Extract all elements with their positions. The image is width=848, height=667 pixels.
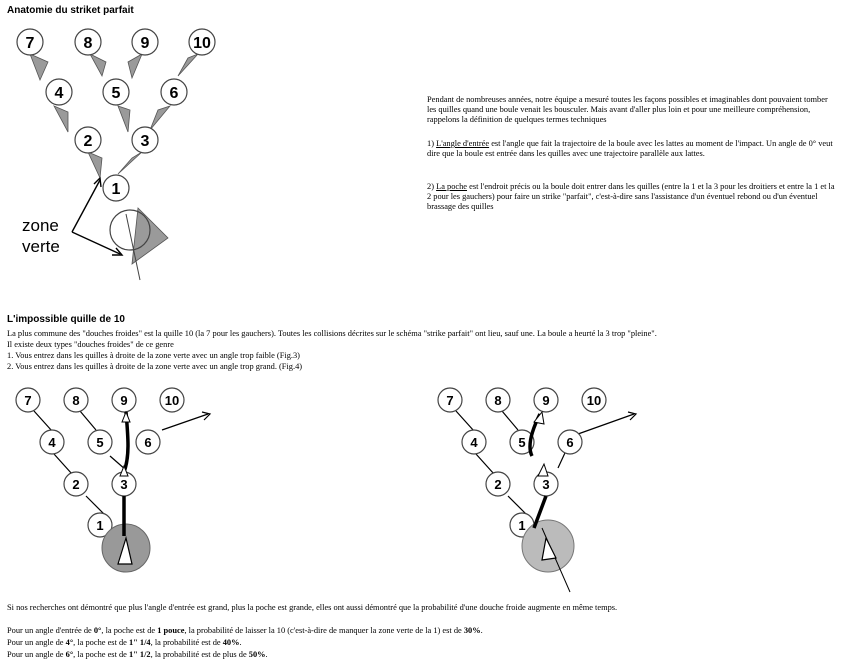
section-title-anatomy: Anatomie du striket parfait: [7, 5, 134, 16]
pin-number: 2: [83, 133, 93, 150]
pin-number: 7: [24, 393, 32, 408]
pin-number: 9: [140, 35, 150, 52]
stat-pocket-size: 1" 1/4: [128, 638, 151, 647]
figure-3-diagram: [6, 378, 226, 598]
body-line: Il existe deux types "douches froides" de ce genre: [7, 340, 174, 349]
intro-paragraph: Pendant de nombreuses années, notre équipe a mesuré toutes les façons possibles et imaginables dont pouvaient tomber les quilles quand une boule venait les bousculer. Mais avant d'aller plus loin et pour une meilleure compréhension, rappelons la définition de quelques termes techniques: [427, 95, 828, 124]
section-title-ten-pin: L'impossible quille de 10: [7, 314, 125, 325]
zone-label: zone: [22, 216, 59, 235]
pin-number: 5: [111, 85, 121, 102]
pin-number: 8: [494, 393, 502, 408]
stat-text: Pour un angle d'entrée de: [7, 626, 94, 635]
stat-text: Pour un angle de: [7, 638, 66, 647]
pin-number: 8: [83, 35, 93, 52]
pin-number: 4: [470, 435, 478, 450]
stat-pocket-size: 1" 1/2: [128, 650, 151, 659]
stat-text: , la poche est de: [73, 650, 129, 659]
stat-line: [7, 638, 242, 648]
body-line: 1. Vous entrez dans les quilles à droite de la zone verte avec un angle trop faible (Fig.3): [7, 351, 300, 360]
definition-text: est l'endroit précis ou la boule doit entrer dans les quilles (entre la 1 et la 3 pour les droitiers et entre la 1 et la 2 pour les gauchers) pour faire un strike "parfait", c'est-à-dire sans l'assistance d'un éventuel rebond ou d'un éventuel brassage des quilles: [427, 182, 835, 211]
pin-number: 5: [96, 435, 104, 450]
pin-number: 1: [111, 181, 121, 198]
pin-number: 7: [446, 393, 454, 408]
pin-number: 10: [586, 393, 602, 408]
stat-text: .: [480, 626, 483, 635]
pin-number: 2: [494, 477, 502, 492]
pin-number: 8: [72, 393, 80, 408]
stat-text: , la probabilité est de plus de: [150, 650, 249, 659]
pin-number: 10: [164, 393, 180, 408]
stat-angle: 6°: [65, 650, 74, 659]
stat-text: Pour un angle de: [7, 650, 66, 659]
stat-angle: 4°: [65, 638, 74, 647]
term-entry-angle: L'angle d'entrée: [436, 139, 490, 148]
pin-number: 2: [72, 477, 80, 492]
stat-pocket-size: 1 pouce: [157, 626, 185, 635]
stat-text: , la poche est de: [73, 638, 129, 647]
stat-text: .: [239, 638, 242, 647]
pin-number: 1: [518, 518, 526, 533]
pin-number: 1: [96, 518, 104, 533]
definition-number: 1): [427, 139, 437, 148]
figure-4-diagram: [428, 378, 648, 598]
stat-text: , la poche est de: [101, 626, 158, 635]
perfect-strike-diagram: [2, 18, 227, 288]
stat-probability: 40%: [222, 638, 240, 647]
pin-number: 9: [120, 393, 128, 408]
zone-label: verte: [22, 237, 60, 256]
pin-number: 4: [48, 435, 56, 450]
definition-pocket: [427, 182, 839, 212]
pin-number: 3: [120, 477, 128, 492]
pin-number: 3: [542, 477, 550, 492]
pin-number: 9: [542, 393, 550, 408]
stat-text: .: [265, 650, 268, 659]
stat-text: , la probabilité de laisser la 10 (c'est-à-dire de manquer la zone verte de la 1) est de: [184, 626, 464, 635]
pin-number: 7: [25, 35, 35, 52]
pin-number: 6: [169, 85, 179, 102]
pin-number: 4: [54, 85, 64, 102]
conclusion-paragraph: Si nos recherches ont démontré que plus l'angle d'entrée est grand, plus la poche est grande, elles ont aussi démontré que la probabilité d'une douche froide augmente en même temps.: [7, 603, 618, 612]
pin-number: 6: [566, 435, 574, 450]
body-line: La plus commune des "douches froides" est la quille 10 (la 7 pour les gauchers). Toutes les collisions décrites sur le schéma "strike parfait" ont lieu, sauf une. La boule a heurté la 3 trop "pleine".: [7, 329, 657, 338]
stat-probability: 30%: [463, 626, 481, 635]
stat-angle: 0°: [93, 626, 102, 635]
pin-number: 10: [193, 35, 211, 52]
stat-text: , la probabilité est de: [150, 638, 223, 647]
definition-entry-angle: [427, 139, 841, 159]
stat-probability: 50%: [248, 650, 266, 659]
pin-number: 6: [144, 435, 152, 450]
definition-number: 2): [427, 182, 437, 191]
pin-number: 3: [140, 133, 150, 150]
definition-text: est l'angle que fait la trajectoire de la boule avec les lattes au moment de l'impact. Un angle de 0° veut dire que la boule est entrée dans les quilles avec une trajectoire parallèle aux lattes.: [427, 139, 833, 158]
body-line: 2. Vous entrez dans les quilles à droite de la zone verte avec un angle trop grand. (Fig.4): [7, 362, 303, 371]
term-pocket: La poche: [436, 182, 468, 191]
stat-line: [7, 650, 268, 660]
stat-line: [7, 626, 483, 636]
pin-number: 5: [518, 435, 526, 450]
